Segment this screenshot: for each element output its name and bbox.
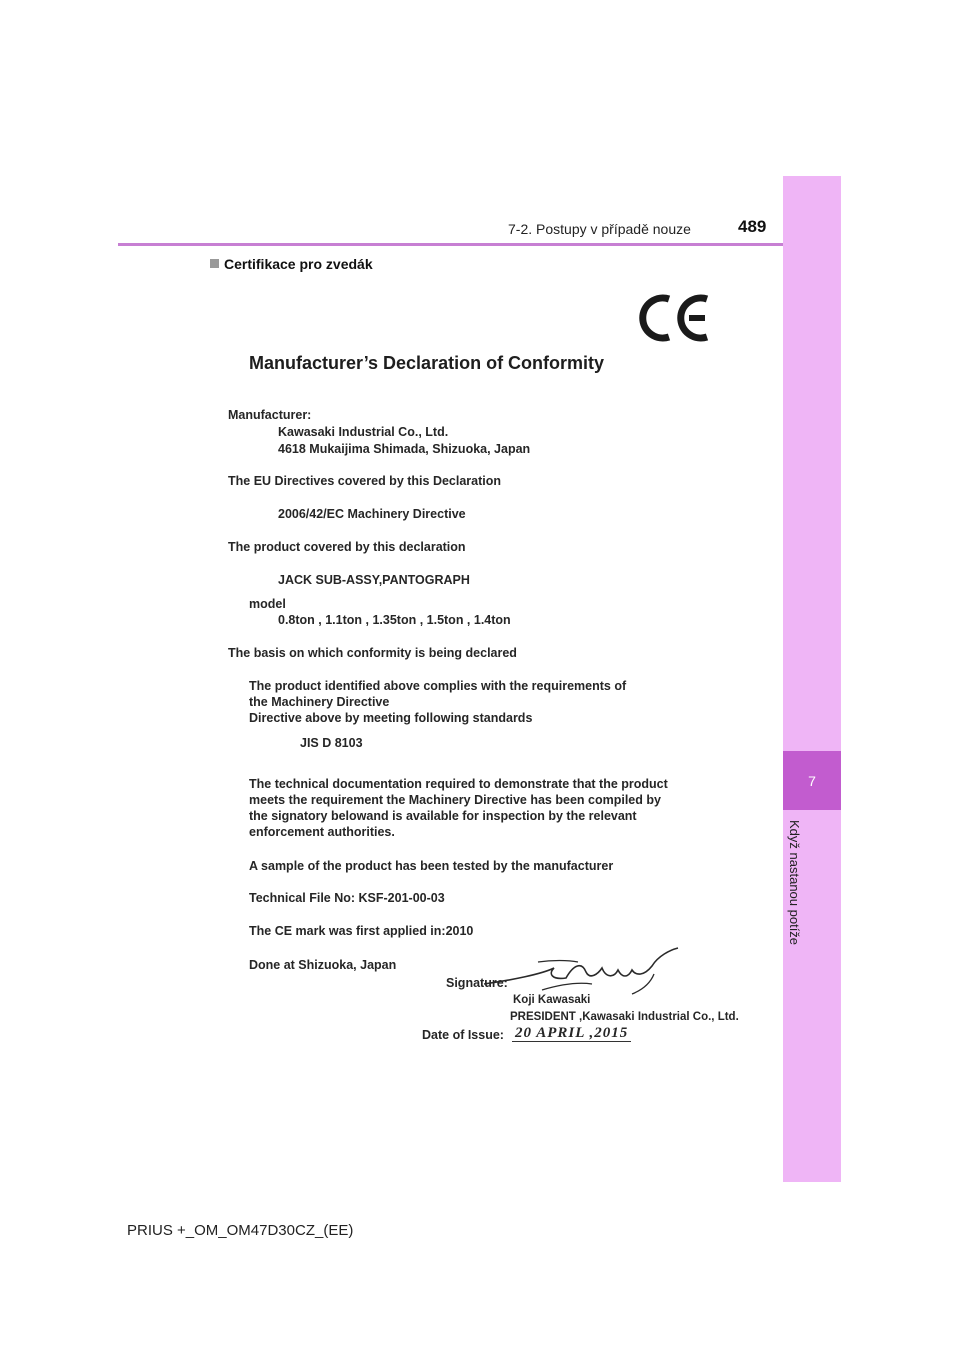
directive: 2006/42/EC Machinery Directive — [278, 507, 466, 521]
model-list: 0.8ton , 1.1ton , 1.35ton , 1.5ton , 1.4ton — [278, 613, 511, 627]
product-label: The product covered by this declaration — [228, 540, 466, 554]
header-rule — [118, 243, 783, 246]
chapter-title-wrap — [786, 820, 806, 960]
technical-file: Technical File No: KSF-201-00-03 — [249, 891, 445, 905]
date-value: 20 APRIL ,2015 — [512, 1025, 631, 1042]
standard: JIS D 8103 — [300, 736, 363, 750]
signatory-name: Koji Kawasaki — [513, 994, 591, 1006]
manufacturer-name: Kawasaki Industrial Co., Ltd. — [278, 425, 449, 439]
square-bullet-icon — [210, 259, 219, 268]
basis-line: The product identified above complies with the requirements of — [249, 679, 627, 693]
ce-mark-icon — [637, 293, 711, 343]
tech-doc-line: enforcement authorities. — [249, 825, 395, 839]
tech-doc-line: The technical documentation required to demonstrate that the product — [249, 777, 668, 791]
signature-label: Signature: — [446, 976, 508, 990]
directives-label: The EU Directives covered by this Declaration — [228, 474, 502, 488]
chapter-number-tab — [783, 751, 841, 810]
tech-doc-line: the signatory belowand is available for inspection by the relevant — [249, 809, 637, 823]
chapter-number: 7 — [808, 772, 816, 789]
subheading — [210, 256, 373, 272]
done-at: Done at Shizuoka, Japan — [249, 958, 397, 972]
page-number: 489 — [738, 217, 767, 236]
model-label: model — [249, 597, 286, 611]
manufacturer-label: Manufacturer: — [228, 408, 312, 422]
date-of-issue — [512, 1025, 631, 1042]
basis-label: The basis on which conformity is being declared — [228, 646, 517, 660]
subheading-text: Certifikace pro zvedák — [224, 256, 373, 272]
document-code: PRIUS +_OM_OM47D30CZ_(EE) — [127, 1222, 354, 1239]
tech-doc-line: meets the requirement the Machinery Directive has been compiled by — [249, 793, 661, 807]
sample-tested: A sample of the product has been tested by the manufacturer — [249, 859, 614, 873]
product-name: JACK SUB-ASSY,PANTOGRAPH — [278, 573, 470, 587]
section-title: 7-2. Postupy v případě nouze — [508, 221, 691, 237]
date-label: Date of Issue: — [422, 1028, 504, 1042]
chapter-title: Když nastanou potíže — [787, 820, 802, 946]
ce-first-applied: The CE mark was first applied in:2010 — [249, 924, 474, 938]
chapter-tab-strip — [783, 176, 841, 1182]
manufacturer-address: 4618 Mukaijima Shimada, Shizuoka, Japan — [278, 442, 531, 456]
basis-line: the Machinery Directive — [249, 695, 390, 709]
basis-line: Directive above by meeting following standards — [249, 711, 533, 725]
signatory-title: PRESIDENT ,Kawasaki Industrial Co., Ltd. — [510, 1011, 739, 1023]
certificate-title: Manufacturer’s Declaration of Conformity — [249, 353, 605, 373]
